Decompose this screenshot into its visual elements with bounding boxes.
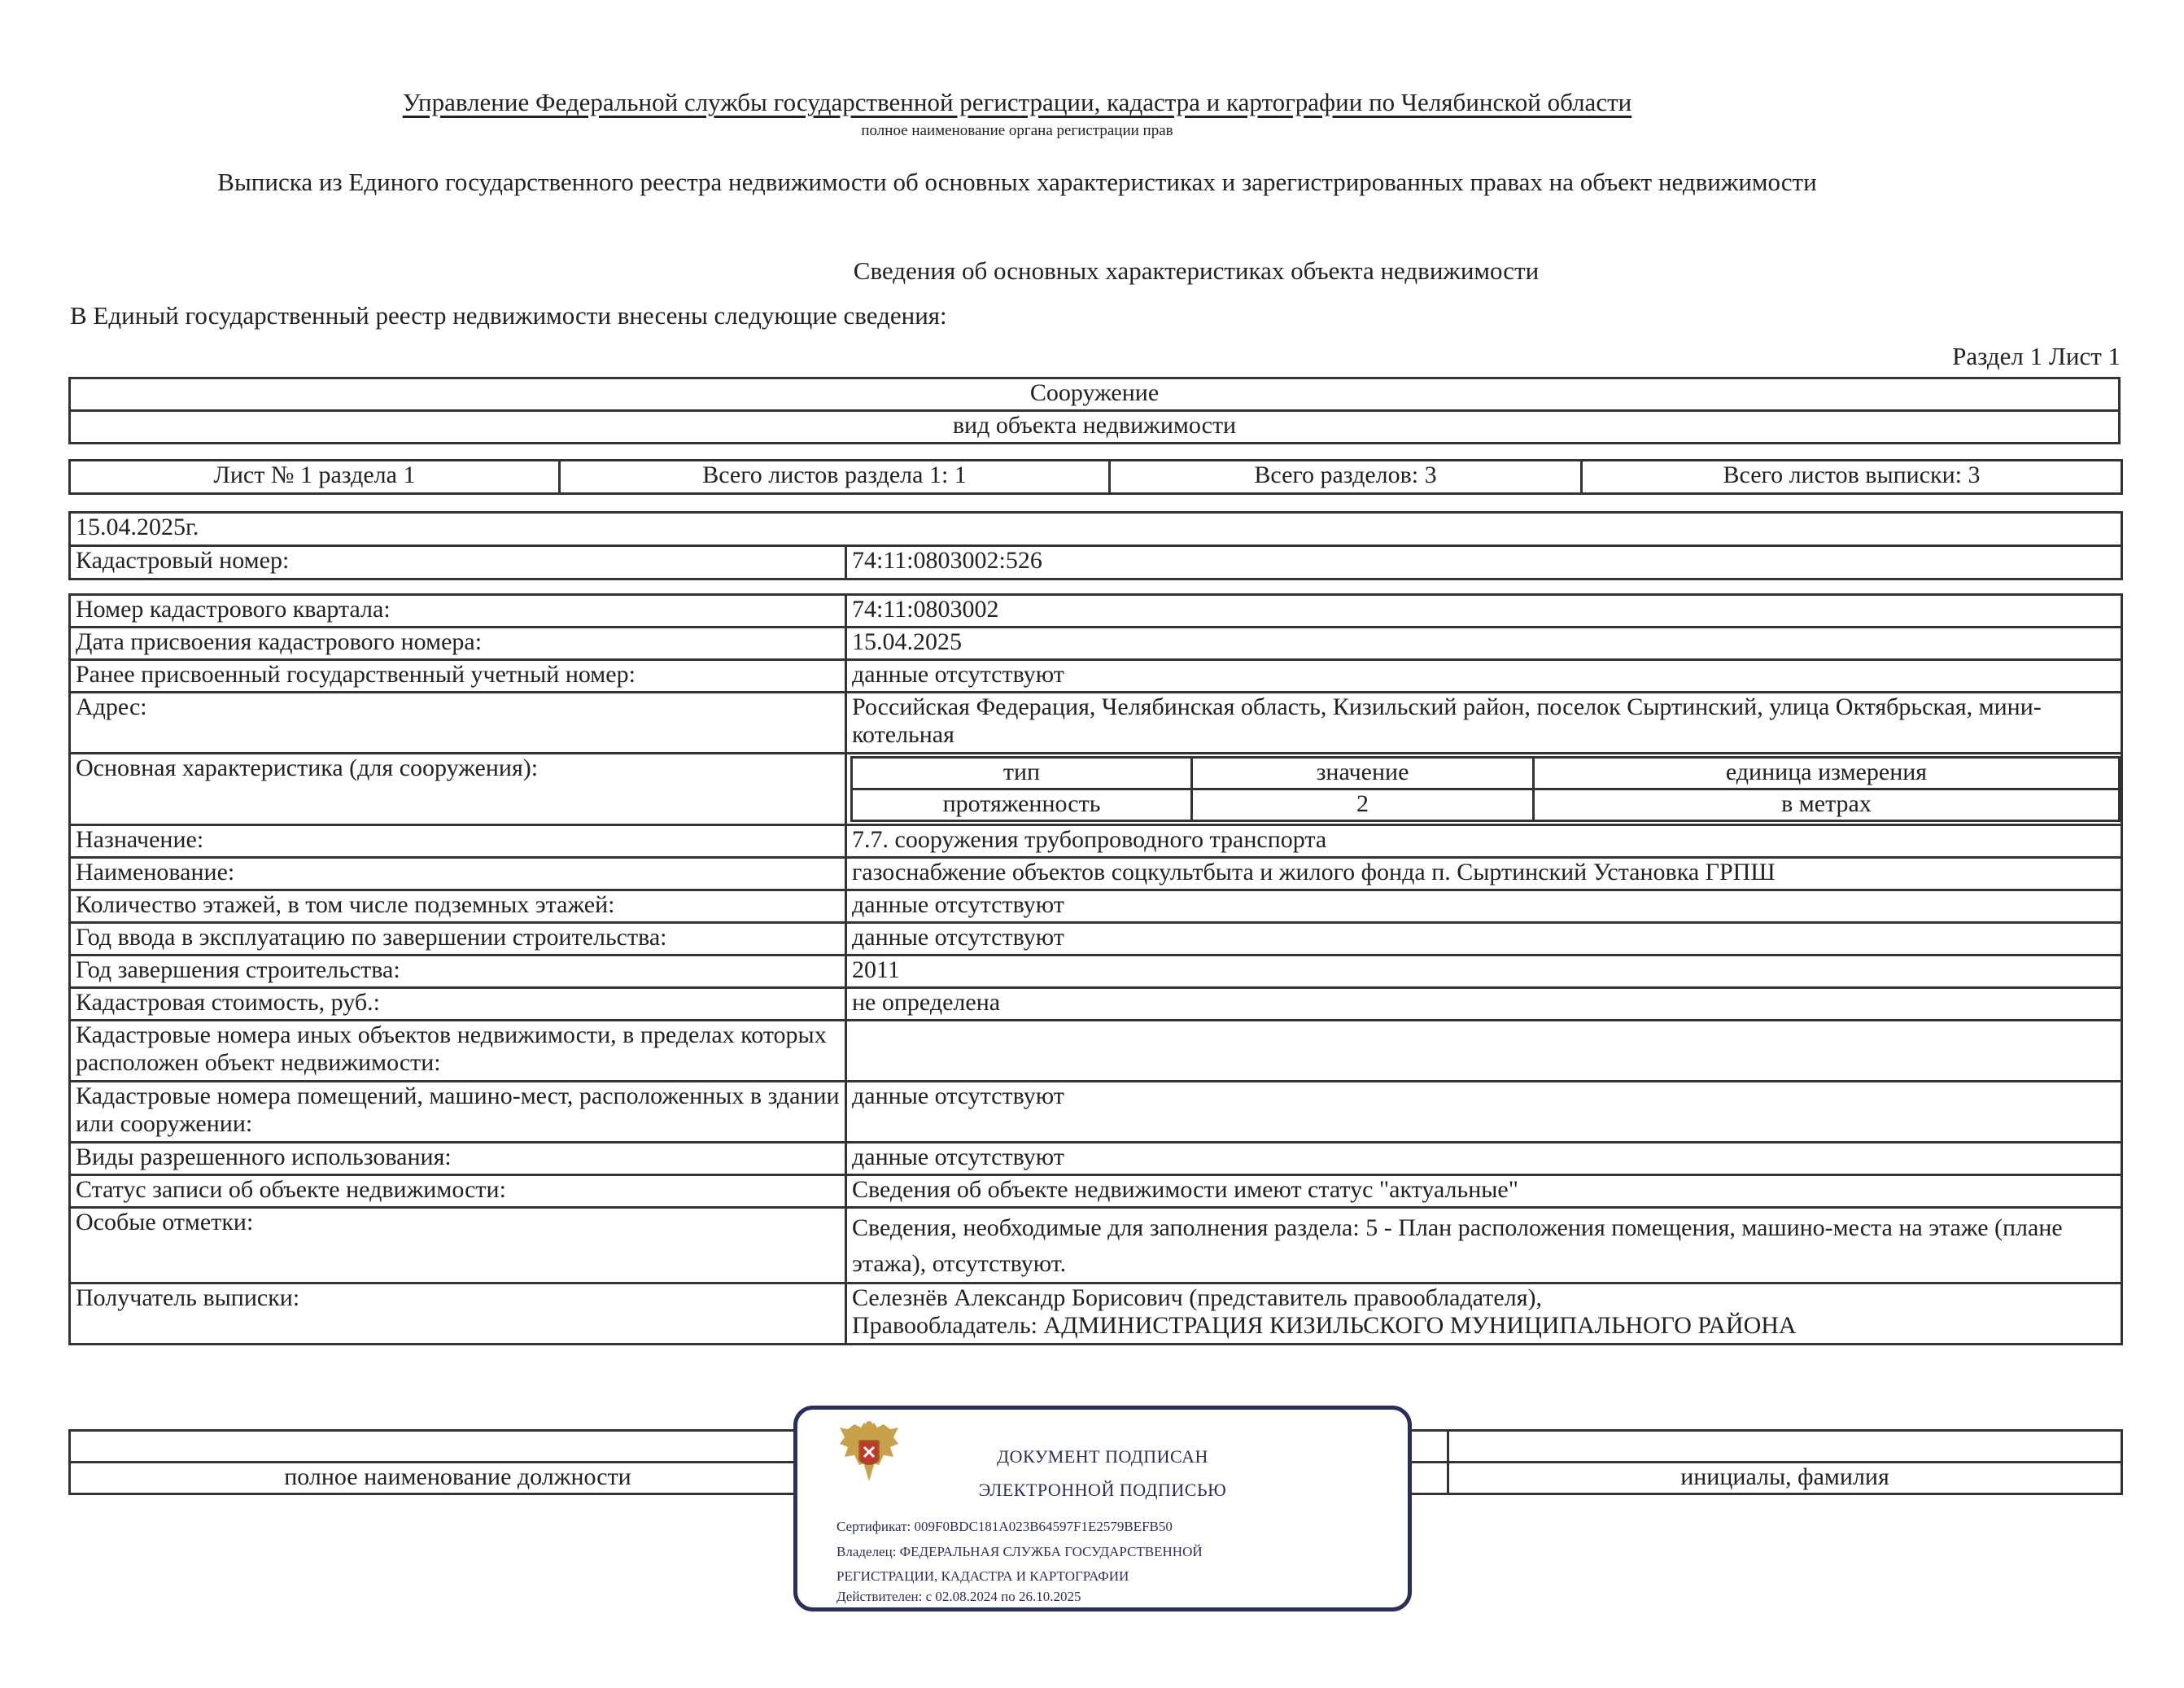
object-type-table bbox=[68, 377, 2121, 444]
table-row bbox=[70, 660, 2122, 693]
organization-caption: полное наименование органа регистрации прав bbox=[861, 122, 1173, 139]
row-label: Год завершения строительства: bbox=[70, 956, 846, 988]
table-row bbox=[70, 825, 2122, 858]
row-value: 7.7. сооружения трубопроводного транспорта bbox=[846, 825, 2122, 858]
row-label: Получатель выписки: bbox=[70, 1283, 846, 1345]
rightholder-line: Правообладатель: АДМИНИСТРАЦИЯ КИЗИЛЬСКОГО МУНИЦИПАЛЬНОГО РАЙОНА bbox=[852, 1312, 1797, 1339]
total-sections: Всего разделов: 3 bbox=[1110, 461, 1582, 494]
organization-name: Управление Федеральной службы государственной регистрации, кадастра и картографии по Челябинской области bbox=[402, 88, 1632, 116]
row-label: Виды разрешенного использования: bbox=[70, 1143, 846, 1175]
row-value: 2011 bbox=[846, 956, 2122, 988]
table-row bbox=[70, 1283, 2122, 1345]
recipient-value bbox=[846, 1283, 2122, 1345]
document-title: Выписка из Единого государственного реестра недвижимости об основных характеристиках и зарегистрированных правах на объект недвижимости bbox=[217, 168, 1817, 196]
characteristic-header-unit: единица измерения bbox=[1534, 758, 2120, 789]
row-value: Сведения об объекте недвижимости имеют статус "актуальные" bbox=[846, 1175, 2122, 1208]
stamp-owner-line1: Владелец: ФЕДЕРАЛЬНАЯ СЛУЖБА ГОСУДАРСТВЕННОЙ bbox=[836, 1544, 1203, 1559]
total-sheets-section: Всего листов раздела 1: 1 bbox=[560, 461, 1110, 494]
recipient-line: Селезнёв Александр Борисович (представитель правообладателя), bbox=[852, 1284, 1542, 1311]
row-label: Кадастровые номера помещений, машино-мест, расположенных в здании или сооружении: bbox=[70, 1082, 846, 1143]
row-label: Кадастровые номера иных объектов недвижимости, в пределах которых расположен объект недвижимости: bbox=[70, 1021, 846, 1082]
characteristics-table bbox=[68, 593, 2123, 1345]
row-value: данные отсутствуют bbox=[846, 1082, 2122, 1143]
table-row bbox=[70, 754, 2122, 825]
row-label: Ранее присвоенный государственный учетный номер: bbox=[70, 660, 846, 693]
characteristic-header-type: тип bbox=[852, 758, 1192, 789]
row-label: Наименование: bbox=[70, 858, 846, 890]
stamp-title-line1: ДОКУМЕНТ ПОДПИСАН bbox=[997, 1446, 1208, 1467]
sheet-number: Лист № 1 раздела 1 bbox=[70, 461, 560, 494]
cadastral-number-label: Кадастровый номер: bbox=[70, 546, 846, 579]
table-row bbox=[70, 956, 2122, 988]
name-caption: инициалы, фамилия bbox=[1448, 1463, 2122, 1494]
table-row bbox=[70, 1208, 2122, 1283]
table-row bbox=[70, 890, 2122, 923]
row-value: 74:11:0803002 bbox=[846, 595, 2122, 628]
table-row bbox=[70, 595, 2122, 628]
stamp-validity: Действителен: с 02.08.2024 по 26.10.2025 bbox=[836, 1589, 1081, 1604]
row-value: газоснабжение объектов соцкультбыта и жилого фонда п. Сыртинский Установка ГРПШ bbox=[846, 858, 2122, 890]
row-label: Статус записи об объекте недвижимости: bbox=[70, 1175, 846, 1208]
table-row bbox=[70, 1143, 2122, 1175]
table-row bbox=[70, 1021, 2122, 1082]
row-value: 15.04.2025 bbox=[846, 628, 2122, 660]
row-label: Количество этажей, в том числе подземных этажей: bbox=[70, 890, 846, 923]
characteristic-header-value: значение bbox=[1192, 758, 1534, 789]
row-label: Кадастровая стоимость, руб.: bbox=[70, 988, 846, 1021]
characteristic-unit: в метрах bbox=[1534, 789, 2120, 821]
sheets-table bbox=[68, 459, 2123, 495]
row-label: Основная характеристика (для сооружения): bbox=[70, 754, 846, 825]
table-row bbox=[70, 693, 2122, 754]
row-label: Номер кадастрового квартала: bbox=[70, 595, 846, 628]
total-sheets-extract: Всего листов выписки: 3 bbox=[1582, 461, 2122, 494]
row-label: Год ввода в эксплуатацию по завершении строительства: bbox=[70, 923, 846, 956]
section-title: Сведения об основных характеристиках объекта недвижимости bbox=[853, 256, 1540, 285]
row-label: Особые отметки: bbox=[70, 1208, 846, 1283]
object-type: Сооружение bbox=[70, 378, 2120, 411]
table-row bbox=[70, 1082, 2122, 1143]
table-row bbox=[70, 858, 2122, 890]
row-label: Дата присвоения кадастрового номера: bbox=[70, 628, 846, 660]
characteristic-value: 2 bbox=[1192, 789, 1534, 821]
extract-date: 15.04.2025г. bbox=[70, 513, 2122, 546]
stamp-certificate: Сертификат: 009F0BDC181A023B64597F1E2579BEFB50 bbox=[836, 1519, 1173, 1534]
object-type-caption: вид объекта недвижимости bbox=[70, 411, 2120, 444]
stamp-owner-line2: РЕГИСТРАЦИИ, КАДАСТРА И КАРТОГРАФИИ bbox=[836, 1568, 1129, 1584]
characteristic-type: протяженность bbox=[852, 789, 1192, 821]
table-row bbox=[70, 1175, 2122, 1208]
row-value bbox=[846, 1021, 2122, 1082]
row-value: данные отсутствуют bbox=[846, 660, 2122, 693]
row-value: данные отсутствуют bbox=[846, 890, 2122, 923]
table-row bbox=[70, 923, 2122, 956]
stamp-title-line2: ЭЛЕКТРОННОЙ ПОДПИСЬЮ bbox=[978, 1480, 1227, 1500]
special-notes-value: Сведения, необходимые для заполнения раздела: 5 - План расположения помещения, машино-места на этаже (плане этажа), отсутствуют. bbox=[846, 1208, 2122, 1283]
row-value: не определена bbox=[846, 988, 2122, 1021]
main-characteristic-cell bbox=[846, 754, 2122, 825]
address-value: Российская Федерация, Челябинская область, Кизильский район, поселок Сыртинский, улица Октябрьская, мини-котельная bbox=[846, 693, 2122, 754]
date-cadastral-table bbox=[68, 511, 2123, 580]
row-label: Адрес: bbox=[70, 693, 846, 754]
electronic-signature-stamp bbox=[793, 1406, 1412, 1611]
table-row bbox=[70, 988, 2122, 1021]
sheet-reference: Раздел 1 Лист 1 bbox=[1952, 342, 2121, 370]
row-value: данные отсутствуют bbox=[846, 1143, 2122, 1175]
main-characteristic-table bbox=[850, 756, 2121, 822]
row-value: данные отсутствуют bbox=[846, 923, 2122, 956]
table-row bbox=[70, 628, 2122, 660]
row-label: Назначение: bbox=[70, 825, 846, 858]
cadastral-number-value: 74:11:0803002:526 bbox=[846, 546, 2122, 579]
position-caption: полное наименование должности bbox=[70, 1463, 846, 1494]
intro-text: В Единый государственный реестр недвижимости внесены следующие сведения: bbox=[70, 301, 947, 330]
